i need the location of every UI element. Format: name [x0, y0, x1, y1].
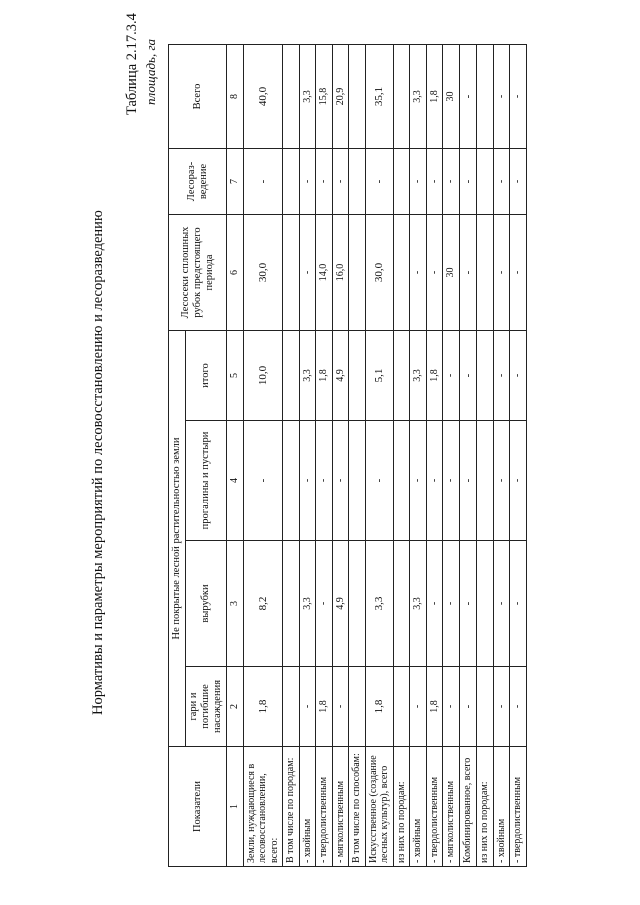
table-cell: - [493, 214, 510, 330]
row-label: - хвойным [493, 747, 510, 867]
table-cell [477, 44, 494, 148]
column-number: 5 [227, 330, 244, 420]
table-cell: 8,2 [243, 541, 283, 667]
table-cell: 1,8 [316, 667, 333, 747]
table-row [477, 44, 494, 866]
table-cell: - [365, 148, 393, 214]
table-row [243, 44, 283, 866]
table-number: Таблица 2.17.3.4 [124, 13, 140, 115]
table-cell [349, 148, 366, 214]
table-cell: - [443, 330, 460, 420]
table-cell: - [459, 148, 477, 214]
row-label: В том числе по породам: [283, 747, 300, 867]
table-cell [477, 214, 494, 330]
row-label: - хвойным [410, 747, 427, 867]
table-cell [477, 148, 494, 214]
table-cell [283, 330, 300, 420]
column-number: 7 [227, 148, 244, 214]
table-cell: - [459, 214, 477, 330]
table-cell: - [493, 148, 510, 214]
table-cell: - [459, 541, 477, 667]
table-cell: 1,8 [316, 330, 333, 420]
table-row [283, 44, 300, 866]
table-cell: - [299, 214, 316, 330]
table-cell [477, 667, 494, 747]
row-label: Земли, нуждающиеся в лесовосстановлении, всего: [243, 747, 283, 867]
table-cell: 15,8 [316, 44, 333, 148]
row-label: - хвойным [299, 747, 316, 867]
table-cell: - [243, 421, 283, 541]
header-clearcut-areas: Лесосеки сплошных рубок предстоящего периода [169, 214, 227, 330]
row-label: - мягколиственным [332, 747, 349, 867]
table-cell: 4,9 [332, 330, 349, 420]
table-cell: - [459, 330, 477, 420]
table-cell [393, 541, 410, 667]
table-cell [477, 421, 494, 541]
table-cell: - [493, 330, 510, 420]
table-cell [283, 148, 300, 214]
table-cell: - [410, 667, 427, 747]
table-cell [349, 214, 366, 330]
table-cell [393, 330, 410, 420]
column-number: 1 [227, 747, 244, 867]
table-cell: - [316, 421, 333, 541]
column-number: 4 [227, 421, 244, 541]
table-cell [393, 667, 410, 747]
table-cell: - [332, 421, 349, 541]
table-cell: - [316, 541, 333, 667]
table-cell [349, 421, 366, 541]
header-indicators: Показатели [169, 747, 227, 867]
table-cell: 10,0 [243, 330, 283, 420]
column-number: 6 [227, 214, 244, 330]
table-cell: 30 [443, 44, 460, 148]
table-cell: - [443, 148, 460, 214]
table-cell: - [410, 148, 427, 214]
table-cell: - [426, 541, 443, 667]
table-cell: - [365, 421, 393, 541]
header-total: Всего [169, 44, 227, 148]
table-cell: 1,8 [426, 667, 443, 747]
table-cell: - [459, 44, 477, 148]
table-cell: - [299, 667, 316, 747]
table-row [459, 44, 477, 866]
table-cell [393, 214, 410, 330]
measures-table [168, 44, 527, 867]
table-cell: - [510, 541, 527, 667]
table-row [316, 44, 333, 866]
header-afforestation: Лесораз-ведение [169, 148, 227, 214]
table-row [426, 44, 443, 866]
table-cell: 40,0 [243, 44, 283, 148]
table-cell: 16,0 [332, 214, 349, 330]
table-cell: 3,3 [299, 541, 316, 667]
row-label: - твердолиственным [426, 747, 443, 867]
table-cell: - [510, 148, 527, 214]
header-uncovered-land: Не покрытые лесной растительностью земли [169, 330, 186, 746]
table-row [365, 44, 393, 866]
table-row [493, 44, 510, 866]
table-cell: 14,0 [316, 214, 333, 330]
row-label: из них по породам: [477, 747, 494, 867]
table-cell: - [493, 44, 510, 148]
table-cell [393, 148, 410, 214]
table-cell: - [426, 421, 443, 541]
table-cell: - [316, 148, 333, 214]
table-cell: - [332, 148, 349, 214]
table-cell: - [493, 421, 510, 541]
table-cell: 35,1 [365, 44, 393, 148]
table-row [393, 44, 410, 866]
table-cell: 3,3 [299, 330, 316, 420]
table-cell: - [299, 421, 316, 541]
table-cell [283, 214, 300, 330]
table-cell: - [332, 667, 349, 747]
table-cell: 4,9 [332, 541, 349, 667]
table-cell [283, 541, 300, 667]
table-cell: - [510, 214, 527, 330]
table-cell [283, 667, 300, 747]
header-cuttings: вырубки [186, 541, 227, 667]
table-cell: - [510, 421, 527, 541]
table-cell [349, 330, 366, 420]
table-row [349, 44, 366, 866]
row-label: из них по породам: [393, 747, 410, 867]
column-number: 3 [227, 541, 244, 667]
table-unit: площадь, га [143, 38, 158, 105]
table-cell: 1,8 [365, 667, 393, 747]
document-title: Нормативы и параметры мероприятий по лесовосстановлению и лесоразведению [90, 210, 106, 715]
table-row [410, 44, 427, 866]
table-cell [477, 330, 494, 420]
table-cell: 1,8 [243, 667, 283, 747]
column-number: 8 [227, 44, 244, 148]
row-label: - твердолиственным [316, 747, 333, 867]
table-cell: - [510, 330, 527, 420]
table-row [299, 44, 316, 866]
column-number: 2 [227, 667, 244, 747]
table-cell: 30,0 [243, 214, 283, 330]
table-cell: 1,8 [426, 330, 443, 420]
table-cell: - [510, 44, 527, 148]
row-label: Искусственное (создание лесных культур), всего [365, 747, 393, 867]
table-cell: 3,3 [410, 330, 427, 420]
header-subtotal: итого [186, 330, 227, 420]
table-cell [477, 541, 494, 667]
table-cell [349, 667, 366, 747]
row-label: - мягколиственным [443, 747, 460, 867]
table-cell: 1,8 [426, 44, 443, 148]
table-cell [349, 541, 366, 667]
table-cell: 3,3 [410, 44, 427, 148]
table-cell: 3,3 [365, 541, 393, 667]
table-cell: - [410, 421, 427, 541]
table-cell: 5,1 [365, 330, 393, 420]
table-cell: - [493, 541, 510, 667]
table-cell: - [443, 667, 460, 747]
table-cell: - [459, 667, 477, 747]
row-label: В том числе по способам: [349, 747, 366, 867]
table-cell: 20,9 [332, 44, 349, 148]
table-cell: - [426, 214, 443, 330]
table-cell: 30 [443, 214, 460, 330]
table-cell: - [243, 148, 283, 214]
table-cell: - [426, 148, 443, 214]
table-cell [283, 421, 300, 541]
row-label: - твердолиственным [510, 747, 527, 867]
table-cell: 30,0 [365, 214, 393, 330]
table-cell [349, 44, 366, 148]
table-cell [393, 44, 410, 148]
table-cell: - [443, 421, 460, 541]
header-burnt-dead: гари и погибшие насаждения [186, 667, 227, 747]
header-glades: прогалины и пустыри [186, 421, 227, 541]
table-cell [393, 421, 410, 541]
table-cell [283, 44, 300, 148]
table-cell: - [410, 214, 427, 330]
table-cell: - [443, 541, 460, 667]
row-label: Комбинированное, всего [459, 747, 477, 867]
table-cell: 3,3 [410, 541, 427, 667]
table-row [443, 44, 460, 866]
table-cell: - [459, 421, 477, 541]
table-cell: - [493, 667, 510, 747]
table-cell: 3,3 [299, 44, 316, 148]
table-cell: - [299, 148, 316, 214]
table-row [510, 44, 527, 866]
table-cell: - [510, 667, 527, 747]
table-row [332, 44, 349, 866]
